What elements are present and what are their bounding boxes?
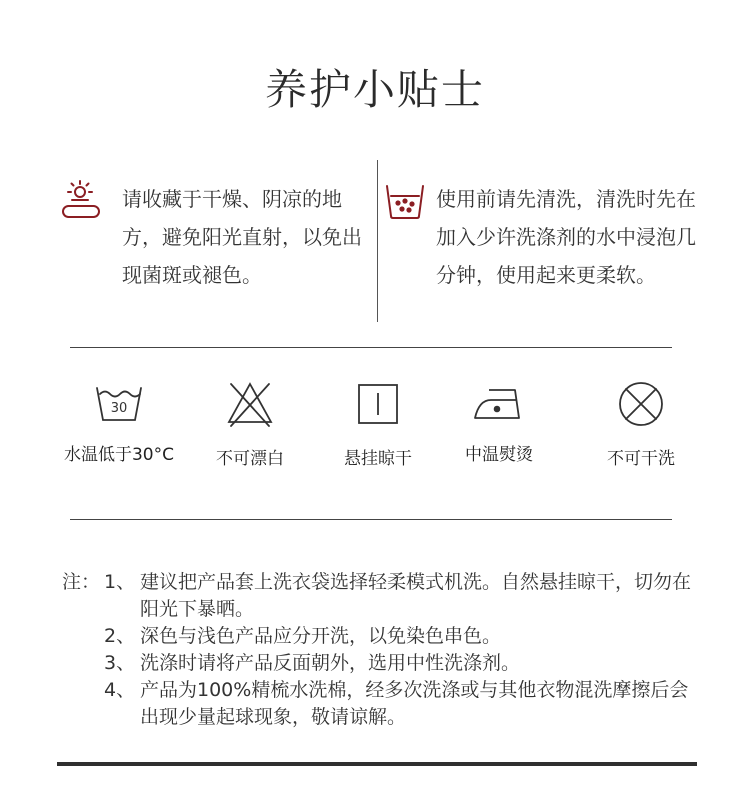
iron-medium-icon <box>471 380 527 424</box>
care-label: 不可干洗 <box>607 449 675 469</box>
note-number: 1、 <box>104 571 136 593</box>
note-text: 深色与浅色产品应分开洗，以免染色串色。 <box>140 625 502 647</box>
vertical-divider <box>377 160 378 322</box>
note-text: 产品为100%精梳水洗棉，经多次洗涤或与其他衣物混洗摩擦后会出现少量起球现象，敬请谅解。 <box>140 679 689 728</box>
no-bleach-icon <box>225 380 275 428</box>
note-number: 4、 <box>104 679 136 701</box>
tip-storage-text: 请收藏于干燥、阴凉的地方，避免阳光直射，以免出现菌斑或褪色。 <box>122 187 362 287</box>
page-title: 养护小贴士 <box>264 65 485 114</box>
bottom-bar <box>57 762 697 766</box>
notes-section <box>62 569 702 731</box>
note-number: 2、 <box>104 625 136 647</box>
note-item <box>62 650 702 677</box>
care-wash-30 <box>54 380 184 465</box>
care-label: 悬挂晾干 <box>344 449 412 469</box>
care-no-bleach <box>185 380 315 469</box>
note-number: 3、 <box>104 652 136 674</box>
divider-top <box>70 347 672 348</box>
no-dry-clean-icon <box>616 380 666 428</box>
note-text: 建议把产品套上洗衣袋选择轻柔模式机洗。自然悬挂晾干，切勿在阳光下暴晒。 <box>140 571 692 620</box>
sun-drying-icon <box>58 180 102 224</box>
divider-bottom <box>70 519 672 520</box>
care-line-dry <box>313 380 443 469</box>
wash-30-icon <box>94 380 144 424</box>
note-text: 洗涤时请将产品反面朝外，选用中性洗涤剂。 <box>140 652 521 674</box>
note-item <box>62 677 702 731</box>
care-label: 中温熨烫 <box>465 445 533 465</box>
svg-text:30: 30 <box>110 401 128 416</box>
notes-prefix: 注： <box>62 571 101 593</box>
note-item <box>62 623 702 650</box>
line-dry-icon <box>353 380 403 428</box>
care-iron-medium <box>434 380 564 465</box>
care-label: 不可漂白 <box>216 449 284 469</box>
note-item <box>62 569 702 623</box>
care-label: 水温低于30°C <box>63 445 174 465</box>
soak-basin-icon <box>383 180 427 224</box>
care-no-dry-clean <box>576 380 706 469</box>
tip-prewash-text: 使用前请先清洗，清洗时先在加入少许洗涤剂的水中浸泡几分钟，使用起来更柔软。 <box>436 187 696 287</box>
